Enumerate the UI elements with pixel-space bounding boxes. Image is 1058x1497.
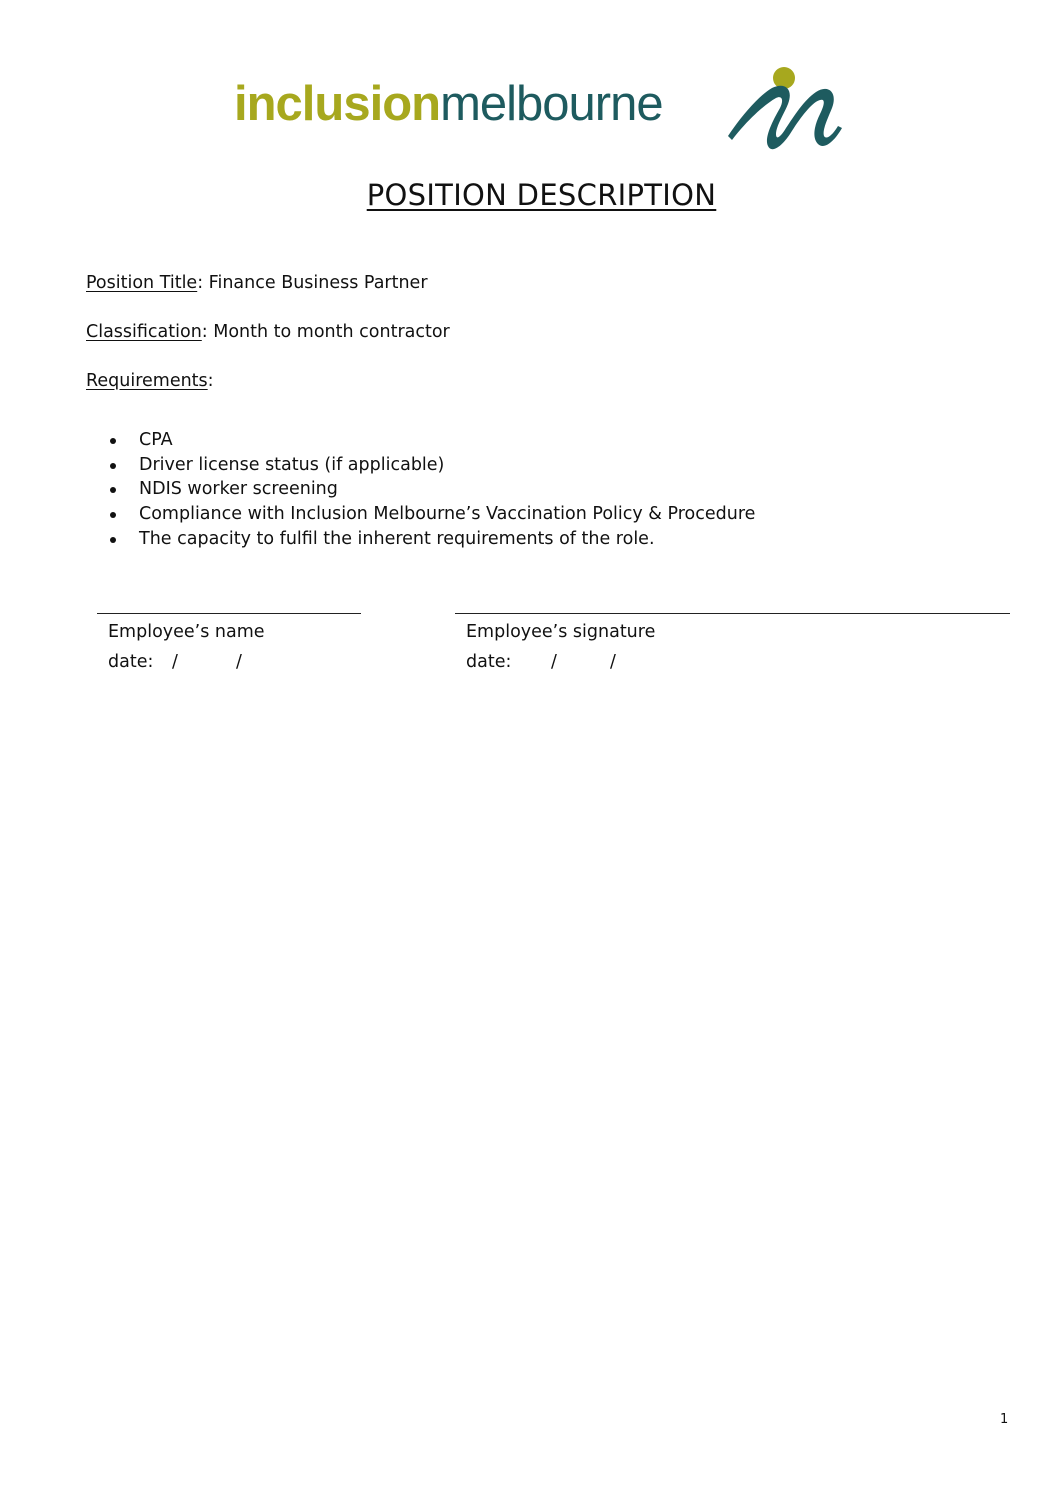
list-item-text: NDIS worker screening [139,479,338,500]
employee-signature-line [455,613,1010,614]
page-title: POSITION DESCRIPTION [366,178,717,212]
signature-date-separator-1: / [551,652,557,672]
position-title-label: Position Title [86,273,198,293]
bullet-icon [110,438,116,444]
requirements-heading [86,371,214,391]
classification-value: : Month to month contractor [201,322,450,342]
page-number: 1 [1000,1412,1009,1427]
employee-signature-label: Employee’s signature [466,622,656,642]
list-item-text: Driver license status (if applicable) [139,454,445,475]
list-item [86,477,755,502]
bullet-icon [110,512,116,518]
logo-im-mark-icon [724,62,844,162]
logo-wordmark [234,77,663,131]
position-title-field [86,273,428,293]
list-item [86,428,755,453]
list-item [86,502,755,527]
requirements-label: Requirements [86,371,208,391]
bullet-icon [110,487,116,493]
classification-label: Classification [86,322,202,342]
name-date-separator-2: / [236,652,242,672]
logo-wordmark-inclusion: inclusion [234,77,441,131]
signature-date-separator-2: / [610,652,616,672]
list-item [86,527,755,552]
bullet-icon [110,537,116,543]
employee-name-line [97,613,361,614]
inclusion-melbourne-logo [234,62,844,162]
name-date-label: date: [108,652,154,672]
list-item-text: CPA [139,430,173,450]
employee-name-label: Employee’s name [108,622,265,642]
requirements-list [86,428,755,551]
classification-field [86,322,450,342]
position-title-value: : Finance Business Partner [197,273,428,293]
list-item [86,453,755,478]
bullet-icon [110,463,116,469]
logo-wordmark-melbourne: melbourne [440,77,663,131]
requirements-colon: : [207,371,214,391]
name-date-separator-1: / [172,652,178,672]
list-item-text: Compliance with Inclusion Melbourne’s Vaccination Policy & Procedure [139,504,756,525]
signature-date-label: date: [466,652,512,672]
list-item-text: The capacity to fulfil the inherent requirements of the role. [139,528,655,549]
